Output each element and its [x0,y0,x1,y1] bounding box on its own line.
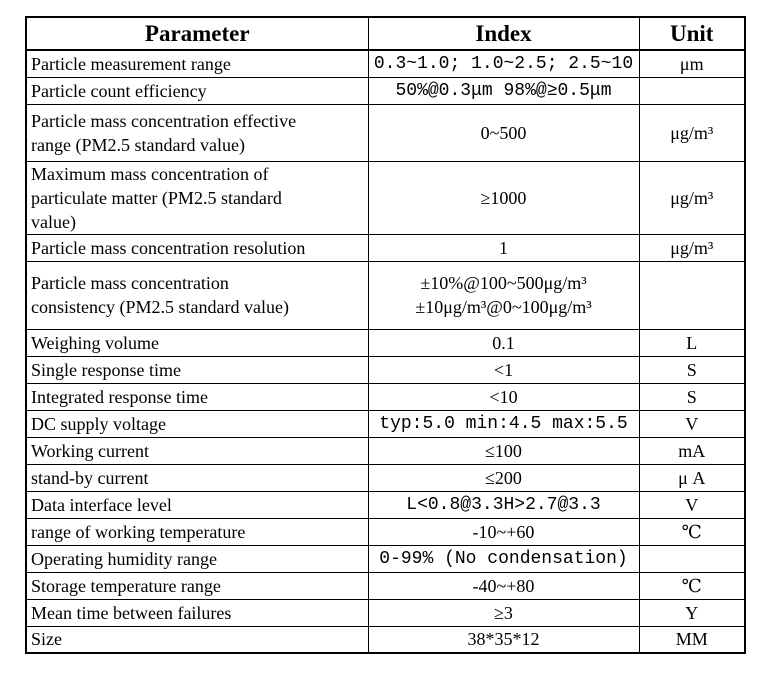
index-text: ≥3 [494,602,513,623]
index-cell [368,518,639,545]
parameter-cell [26,491,368,518]
parameter-text: Integrated response time [31,386,208,407]
parameter-cell [26,437,368,464]
parameter-text: range (PM2.5 standard value) [31,134,245,155]
unit-cell [639,545,745,572]
unit-header: Unit [639,17,745,50]
table-row [26,261,745,329]
parameter-text: DC supply voltage [31,413,166,434]
unit-cell: μ A [639,464,745,491]
parameter-text: Single response time [31,359,181,380]
table-row [26,77,745,104]
table-row [26,545,745,572]
parameter-cell [26,464,368,491]
index-text: typ:5.0 min:4.5 max:5.5 [379,413,628,434]
index-cell [368,161,639,234]
unit-cell: mA [639,437,745,464]
unit-cell: V [639,491,745,518]
unit-cell [639,261,745,329]
index-text: <10 [489,386,518,407]
unit-cell: μg/m³ [639,234,745,261]
table-row [26,50,745,77]
index-cell [368,234,639,261]
parameter-text: consistency (PM2.5 standard value) [31,297,289,317]
table-row [26,161,745,234]
parameter-text: stand-by current [31,467,149,488]
unit-cell: μg/m³ [639,104,745,161]
index-cell [368,626,639,653]
index-cell [368,491,639,518]
parameter-text: Particle measurement range [31,53,231,74]
parameter-cell [26,104,368,161]
parameter-cell [26,50,368,77]
index-text: 0~500 [480,122,527,143]
table-row [26,410,745,437]
parameter-text: Size [31,629,62,650]
index-cell [368,329,639,356]
header-row [26,17,745,50]
unit-cell: ℃ [639,572,745,599]
index-cell [368,104,639,161]
unit-cell: L [639,329,745,356]
index-cell [368,50,639,77]
index-cell [368,545,639,572]
index-text: ±10%@100~500μg/m³ [420,273,587,293]
index-text: 38*35*12 [467,629,540,650]
spec-table [25,16,746,654]
parameter-text: Particle mass concentration [31,273,229,293]
table-row [26,383,745,410]
table-row [26,234,745,261]
parameter-cell [26,261,368,329]
table-row [26,104,745,161]
unit-cell: μm [639,50,745,77]
unit-cell: Y [639,599,745,626]
index-text: ≤200 [485,467,522,488]
index-text: 0-99% (No condensation) [379,548,628,569]
unit-cell: S [639,356,745,383]
parameter-text: particulate matter (PM2.5 standard [31,187,282,208]
index-text: 0.1 [492,332,515,353]
index-cell [368,77,639,104]
parameter-cell [26,161,368,234]
parameter-text: Particle mass concentration resolution [31,237,306,258]
index-cell [368,572,639,599]
table-row [26,329,745,356]
index-text: 0.3~1.0; 1.0~2.5; 2.5~10 [373,53,634,74]
parameter-cell [26,77,368,104]
unit-cell: μg/m³ [639,161,745,234]
index-cell [368,356,639,383]
parameter-text: Weighing volume [31,332,160,353]
parameter-text: value) [31,211,76,232]
unit-cell: MM [639,626,745,653]
parameter-text: Maximum mass concentration of [31,163,269,184]
parameter-text: Particle count efficiency [31,80,207,101]
unit-cell [639,77,745,104]
index-text: ±10μg/m³@0~100μg/m³ [415,297,592,317]
parameter-cell [26,626,368,653]
index-text: ≤100 [485,440,522,461]
index-cell [368,261,639,329]
parameter-cell [26,410,368,437]
parameter-text: Data interface level [31,494,172,515]
index-text: <1 [493,359,514,380]
index-cell [368,464,639,491]
parameter-text: Particle mass concentration effective [31,110,297,131]
index-text: 50%@0.3μm 98%@≥0.5μm [395,80,612,101]
index-cell [368,599,639,626]
unit-cell: S [639,383,745,410]
index-cell [368,383,639,410]
parameter-cell [26,234,368,261]
table-row [26,599,745,626]
parameter-cell [26,545,368,572]
index-text: 1 [499,237,508,258]
parameter-text: Working current [31,440,150,461]
parameter-cell [26,518,368,545]
parameter-cell [26,356,368,383]
table-row [26,518,745,545]
parameter-cell [26,383,368,410]
parameter-text: range of working temperature [31,521,246,542]
parameter-header: Parameter [26,17,368,50]
unit-cell: V [639,410,745,437]
table-row [26,437,745,464]
index-text: -40~+80 [472,575,535,596]
unit-cell: ℃ [639,518,745,545]
parameter-text: Mean time between failures [31,602,232,623]
table-row [26,491,745,518]
table-row [26,464,745,491]
parameter-cell [26,572,368,599]
index-header: Index [368,17,639,50]
index-text: L<0.8@3.3H>2.7@3.3 [406,494,601,515]
table-row [26,626,745,653]
parameter-text: Storage temperature range [31,575,221,596]
parameter-text: Operating humidity range [31,548,217,569]
index-text: -10~+60 [472,521,535,542]
index-cell [368,410,639,437]
index-cell [368,437,639,464]
table-row [26,356,745,383]
table-row [26,572,745,599]
spec-body [26,50,745,653]
parameter-cell [26,329,368,356]
parameter-cell [26,599,368,626]
index-text: ≥1000 [480,187,527,208]
